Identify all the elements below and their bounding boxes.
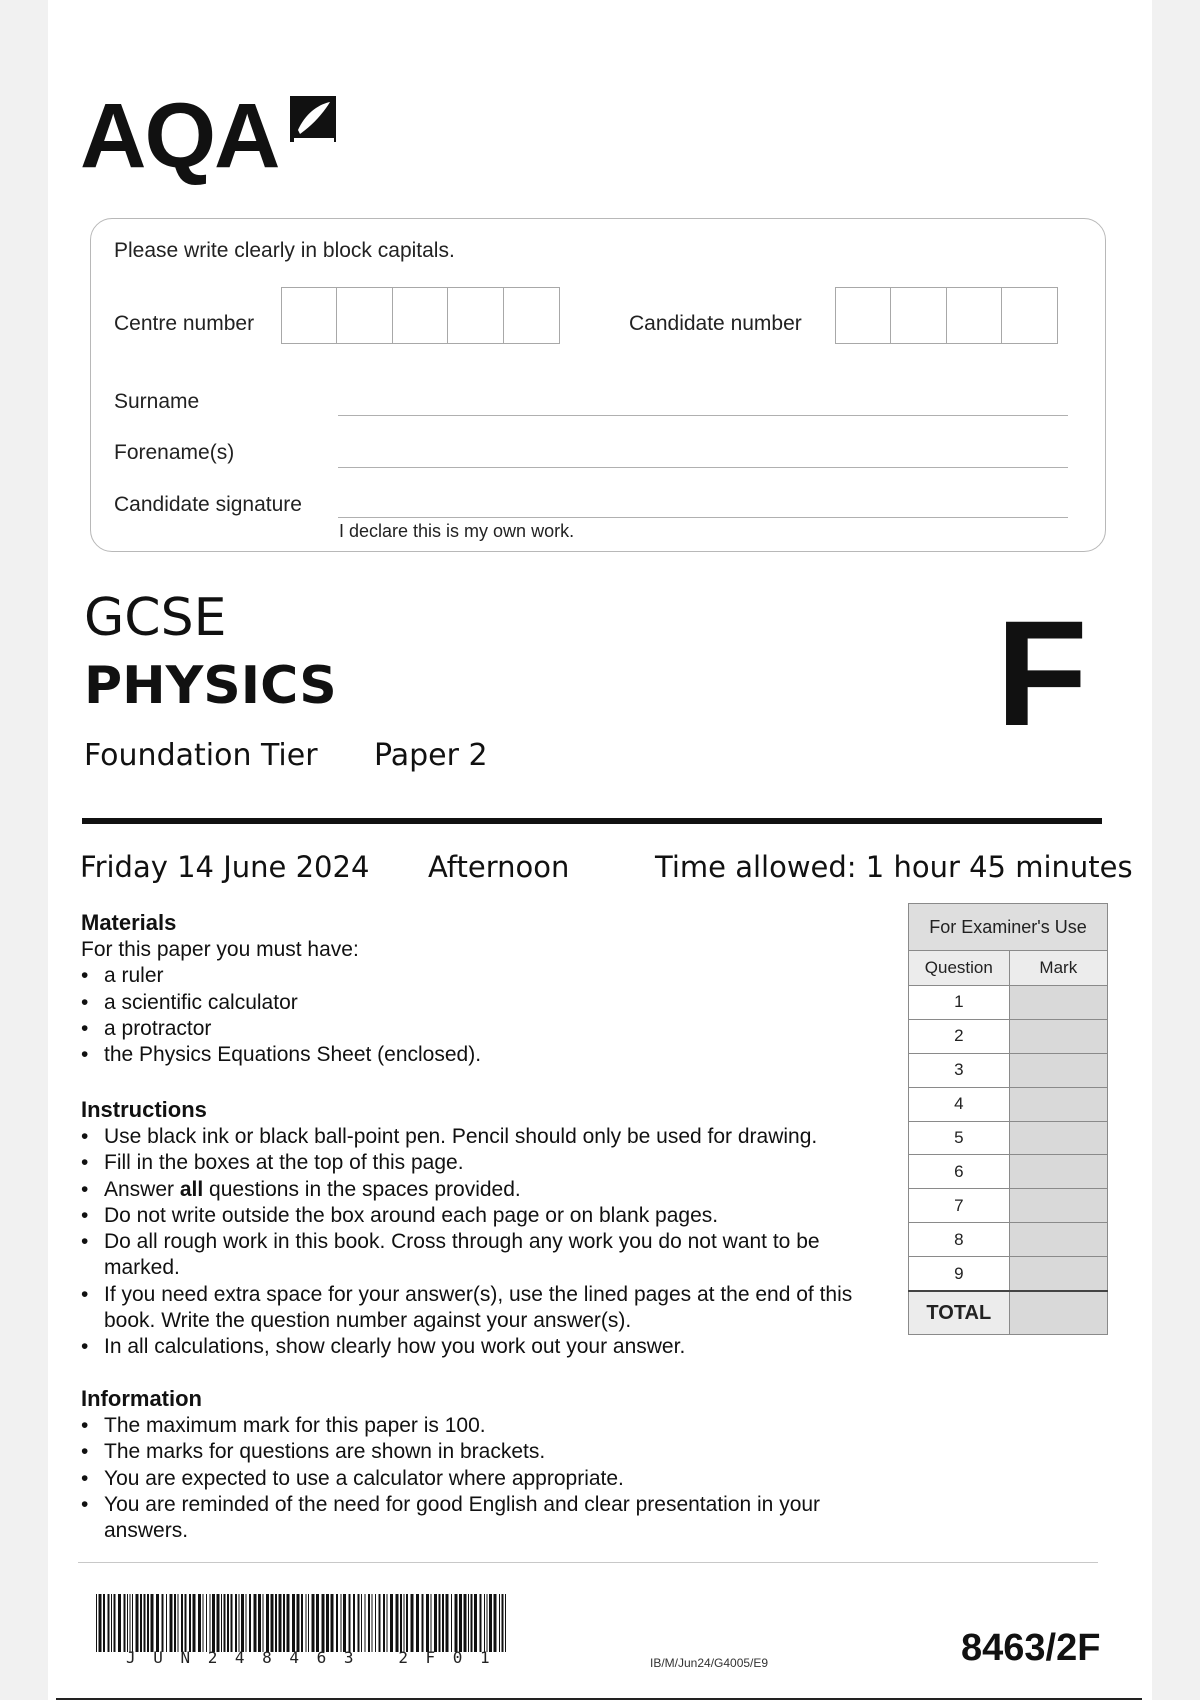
barcode-bar [144, 1594, 146, 1652]
question-number: 7 [909, 1189, 1010, 1223]
mark-cell[interactable] [1009, 1053, 1107, 1087]
barcode-bar [343, 1594, 346, 1652]
block-capitals-instruction: Please write clearly in block capitals. [114, 239, 455, 262]
barcode-bar [387, 1594, 388, 1652]
barcode-bar [480, 1594, 482, 1652]
table-row [909, 1087, 1108, 1121]
page-margin-left [0, 0, 48, 1700]
list-item: • If you need extra space for your answer(s), use the lined pages at the end of this book. Write the question number against your answer(s). [81, 1282, 853, 1333]
list-item: • a scientific calculator [81, 990, 298, 1014]
barcode-bar [258, 1594, 261, 1652]
question-number: 2 [909, 1019, 1010, 1053]
barcode-bar [156, 1594, 159, 1652]
barcode-bar [254, 1594, 257, 1652]
mark-cell[interactable] [1009, 986, 1107, 1020]
barcode-bar [241, 1594, 244, 1652]
barcode-bar [246, 1594, 247, 1652]
barcode-bar [487, 1594, 488, 1652]
exam-session: Afternoon [428, 850, 570, 884]
barcode-bar [464, 1594, 467, 1652]
barcode-bar [312, 1594, 315, 1652]
question-number: 6 [909, 1155, 1010, 1189]
barcode-bar [331, 1594, 334, 1652]
barcode-bar [434, 1594, 437, 1652]
list-item: • You are expected to use a calculator where appropriate. [81, 1466, 624, 1490]
centre-digit-box[interactable] [336, 287, 393, 344]
barcode-bar [227, 1594, 229, 1652]
barcode-bar [263, 1594, 264, 1652]
barcode-bar [416, 1594, 419, 1652]
barcode-bar [136, 1594, 139, 1652]
barcode-bar [185, 1594, 187, 1652]
surname-label: Surname [114, 390, 200, 413]
centre-digit-box[interactable] [447, 287, 504, 344]
total-label: TOTAL [909, 1291, 1010, 1335]
materials-list [81, 963, 881, 1068]
barcode-bar [341, 1594, 342, 1652]
barcode-bar [301, 1594, 303, 1652]
barcode [96, 1594, 508, 1652]
barcode-bar [404, 1594, 405, 1652]
barcode-bar [297, 1594, 300, 1652]
barcode-bar [431, 1594, 432, 1652]
barcode-bar [132, 1594, 133, 1652]
question-number: 4 [909, 1087, 1010, 1121]
barcode-bar [193, 1594, 196, 1652]
barcode-bar [203, 1594, 204, 1652]
question-number: 9 [909, 1257, 1010, 1291]
barcode-bar [372, 1594, 373, 1652]
barcode-bar [162, 1594, 164, 1652]
barcode-bar [118, 1594, 121, 1652]
barcode-bar [108, 1594, 110, 1652]
barcode-bar [383, 1594, 385, 1652]
centre-number-label: Centre number [114, 312, 255, 335]
tier-label: Foundation Tier [84, 738, 318, 773]
barcode-bar [239, 1594, 240, 1652]
barcode-bar [406, 1594, 408, 1652]
question-number: 1 [909, 986, 1010, 1020]
barcode-bar [99, 1594, 102, 1652]
barcode-bar [181, 1594, 183, 1652]
page-margin-right [1152, 0, 1200, 1700]
total-mark-cell[interactable] [1009, 1291, 1107, 1335]
barcode-bar [178, 1594, 179, 1652]
barcode-bar [451, 1594, 452, 1652]
mark-cell[interactable] [1009, 1257, 1107, 1291]
signature-label: Candidate signature [114, 493, 302, 516]
barcode-bar [489, 1594, 492, 1652]
barcode-bar [326, 1594, 329, 1652]
barcode-bar [275, 1594, 277, 1652]
surname-line[interactable] [338, 415, 1068, 416]
barcode-bar [400, 1594, 402, 1652]
list-item: • You are reminded of the need for good English and clear presentation in your answers. [81, 1492, 821, 1543]
centre-digit-box[interactable] [392, 287, 449, 344]
barcode-text: JUN248463 2F01 [126, 1648, 508, 1667]
centre-digit-box[interactable] [281, 287, 338, 344]
information-heading: Information [81, 1386, 202, 1411]
list-item: • Use black ink or black ball-point pen. Pencil should only be used for drawing. [81, 1125, 818, 1148]
barcode-bar [358, 1594, 360, 1652]
barcode-bar [103, 1594, 105, 1652]
barcode-bar [174, 1594, 176, 1652]
barcode-bar [147, 1594, 149, 1652]
aqa-leaf-icon [284, 90, 342, 148]
barcode-bar [127, 1594, 128, 1652]
aqa-logo [80, 86, 350, 186]
barcode-bar [114, 1594, 116, 1652]
list-item: • Fill in the boxes at the top of this page. [81, 1151, 464, 1175]
question-number: 5 [909, 1121, 1010, 1155]
candidate-digit-box[interactable] [890, 287, 947, 344]
table-row [909, 1155, 1108, 1189]
candidate-digit-box[interactable] [946, 287, 1003, 344]
barcode-bar [361, 1594, 362, 1652]
barcode-bar [442, 1594, 444, 1652]
barcode-bar [336, 1594, 338, 1652]
declaration-text: I declare this is my own work. [339, 521, 575, 541]
forename-line[interactable] [338, 467, 1068, 468]
barcode-bar [396, 1594, 399, 1652]
list-item: • a ruler [81, 964, 164, 988]
subject-title: PHYSICS [84, 656, 337, 716]
barcode-bar [459, 1594, 462, 1652]
materials-section [81, 909, 881, 1068]
instructions-heading: Instructions [81, 1097, 207, 1122]
total-row [909, 1291, 1108, 1335]
signature-line[interactable] [338, 517, 1068, 518]
candidate-digit-box[interactable] [1001, 287, 1058, 344]
barcode-bar [455, 1594, 458, 1652]
information-list [81, 1413, 841, 1544]
barcode-bar [494, 1594, 497, 1652]
barcode-bar [124, 1594, 126, 1652]
barcode-bar [231, 1594, 233, 1652]
title-divider [82, 818, 1102, 824]
paper-reference: IB/M/Jun24/G4005/E9 [650, 1656, 769, 1670]
barcode-bar [283, 1594, 285, 1652]
barcode-bar [499, 1594, 500, 1652]
barcode-bar [221, 1594, 222, 1652]
question-number: 3 [909, 1053, 1010, 1087]
barcode-bar [474, 1594, 477, 1652]
mark-column-header: Mark [1009, 951, 1107, 986]
table-row [909, 986, 1108, 1020]
barcode-bar [271, 1594, 274, 1652]
instructions-list [81, 1124, 881, 1361]
barcode-bar [422, 1594, 424, 1652]
time-allowed: Time allowed: 1 hour 45 minutes [655, 850, 1133, 884]
list-item: • In all calculations, show clearly how you work out your answer. [81, 1335, 686, 1359]
list-item: • The marks for questions are shown in brackets. [81, 1440, 546, 1464]
candidate-details-box [90, 218, 1106, 552]
barcode-bar [206, 1594, 207, 1652]
barcode-bar [111, 1594, 112, 1652]
mark-cell[interactable] [1009, 1155, 1107, 1189]
barcode-bar [411, 1594, 414, 1652]
paper-code: 8463/2F [961, 1627, 1101, 1669]
barcode-bar [379, 1594, 381, 1652]
barcode-bar [166, 1594, 167, 1652]
tier-letter: F [996, 589, 1088, 757]
barcode-bar [426, 1594, 429, 1652]
instructions-section [81, 1096, 881, 1361]
question-number: 8 [909, 1223, 1010, 1257]
barcode-bar [210, 1594, 211, 1652]
barcode-bar [96, 1594, 97, 1652]
barcode-bar [249, 1594, 251, 1652]
barcode-bar [439, 1594, 441, 1652]
list-item: • a protractor [81, 1016, 212, 1040]
list-item: • Answer all questions in the spaces provided. [81, 1177, 521, 1201]
barcode-bar [353, 1594, 355, 1652]
barcode-bar [212, 1594, 215, 1652]
barcode-bar [235, 1594, 237, 1652]
mark-cell[interactable] [1009, 1223, 1107, 1257]
table-row [909, 1019, 1108, 1053]
qualification-title: GCSE [84, 588, 227, 648]
list-item: • The maximum mark for this paper is 100. [81, 1414, 486, 1437]
table-row [909, 1121, 1108, 1155]
barcode-bar [292, 1594, 295, 1652]
barcode-bar [151, 1594, 154, 1652]
mark-cell[interactable] [1009, 1121, 1107, 1155]
barcode-bar [375, 1594, 376, 1652]
barcode-bar [505, 1594, 506, 1652]
barcode-bar [217, 1594, 220, 1652]
barcode-bar [306, 1594, 307, 1652]
barcode-bar [484, 1594, 485, 1652]
table-row [909, 1053, 1108, 1087]
barcode-bar [368, 1594, 370, 1652]
barcode-bar [198, 1594, 201, 1652]
paper-label: Paper 2 [374, 738, 488, 773]
centre-digit-box[interactable] [503, 287, 560, 344]
barcode-bar [189, 1594, 191, 1652]
list-item: • Do not write outside the box around each page or on blank pages. [81, 1203, 719, 1227]
materials-intro: For this paper you must have: [81, 938, 359, 961]
materials-heading: Materials [81, 910, 177, 935]
barcode-bar [365, 1594, 366, 1652]
barcode-bar [224, 1594, 226, 1652]
centre-number-boxes [282, 287, 560, 344]
barcode-bar [316, 1594, 319, 1652]
logo-wordmark: AQA [80, 85, 279, 187]
examiner-table-title: For Examiner's Use [909, 904, 1108, 951]
exam-date: Friday 14 June 2024 [80, 850, 370, 884]
forename-label: Forename(s) [114, 441, 235, 464]
barcode-bar [130, 1594, 131, 1652]
table-row [909, 1223, 1108, 1257]
barcode-bar [287, 1594, 290, 1652]
barcode-bar [446, 1594, 449, 1652]
mark-cell[interactable] [1009, 1087, 1107, 1121]
barcode-bar [170, 1594, 173, 1652]
barcode-bar [390, 1594, 393, 1652]
footer-divider [78, 1562, 1098, 1563]
candidate-digit-box[interactable] [835, 287, 892, 344]
list-item: • the Physics Equations Sheet (enclosed). [81, 1043, 482, 1067]
barcode-bar [471, 1594, 473, 1652]
barcode-bar [308, 1594, 309, 1652]
examiner-use-table [908, 903, 1108, 1335]
mark-cell[interactable] [1009, 1189, 1107, 1223]
barcode-bar [266, 1594, 269, 1652]
barcode-bar [279, 1594, 282, 1652]
candidate-number-label: Candidate number [629, 312, 802, 335]
question-column-header: Question [909, 951, 1010, 986]
candidate-number-boxes [836, 287, 1058, 344]
barcode-bar [322, 1594, 325, 1652]
barcode-bar [349, 1594, 351, 1652]
table-row [909, 1189, 1108, 1223]
mark-cell[interactable] [1009, 1019, 1107, 1053]
table-row [909, 1257, 1108, 1291]
list-item: • Do all rough work in this book. Cross through any work you do not want to be marked. [81, 1230, 820, 1280]
information-section [81, 1385, 841, 1544]
barcode-bar [468, 1594, 469, 1652]
barcode-bar [140, 1594, 142, 1652]
barcode-bar [502, 1594, 504, 1652]
